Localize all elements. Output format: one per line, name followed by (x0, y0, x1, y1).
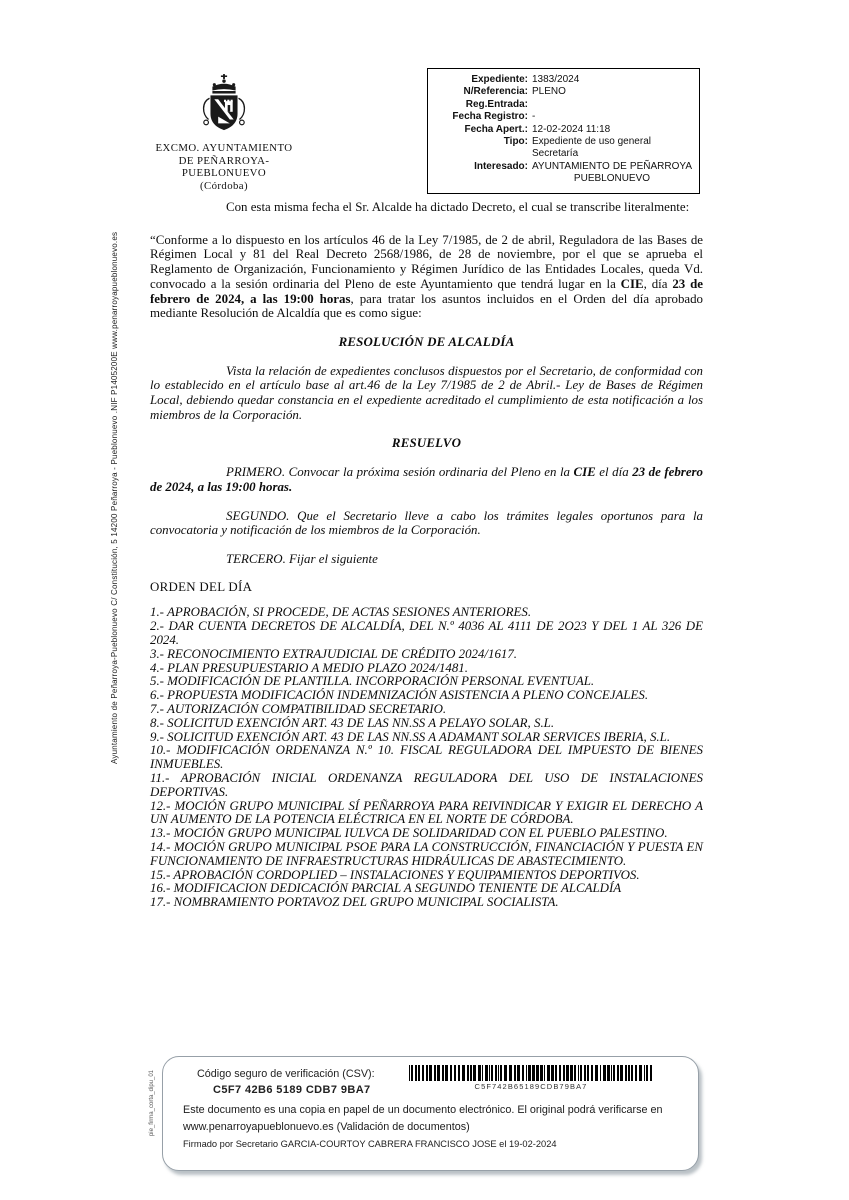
field-value: 12-02-2024 11:18 (532, 123, 611, 135)
orden-del-dia-item: 2.- DAR CUENTA DECRETOS DE ALCALDÍA, DEL N.º 4036 AL 4111 DE 2O23 Y DEL 1 AL 326 DE 2024. (150, 619, 703, 647)
field-label: Fecha Apert.: (464, 123, 528, 135)
coat-of-arms-icon (195, 74, 253, 138)
field-label: Reg.Entrada: (465, 98, 528, 110)
field-value: Expediente de uso general Secretaría (532, 136, 651, 160)
barcode (382, 1065, 680, 1081)
field-label: Fecha Registro: (452, 111, 528, 123)
interesado-row (433, 161, 692, 186)
orden-del-dia-item: 1.- APROBACIÓN, SI PROCEDE, DE ACTAS SESIONES ANTERIORES. (150, 605, 532, 620)
expediente-info-box (427, 68, 700, 194)
orden-del-dia-item: 12.- MOCIÓN GRUPO MUNICIPAL SÍ PEÑARROYA PARA REIVINDICAR Y EXIGIR EL DERECHO A UN AUMENTO DE LA POTENCIA ELÉCTRICA EN EL NORTE DE CÓRDOBA. (150, 798, 703, 827)
barcode-number: C5F742B65189CDB79BA7 (474, 1082, 588, 1091)
orden-del-dia-item: 13.- MOCIÓN GRUPO MUNICIPAL IULVCA DE SOLIDARIDAD CON EL PUEBLO PALESTINO. (150, 826, 668, 841)
orden-del-dia-item: 6.- PROPUESTA MODIFICACIÓN INDEMNIZACIÓN ASISTENCIA A PLENO CONCEJALES. (150, 688, 649, 703)
orden-del-dia-item: 14.- MOCIÓN GRUPO MUNICIPAL PSOE PARA LA CONSTRUCCIÓN, FINANCIACIÓN Y PUESTA EN FUNCIONAMIENTO DE INFRAESTRUCTURAS HIDRÁULICAS DE ABASTECIMIENTO. (150, 839, 703, 868)
field-value: PLENO (532, 86, 566, 98)
orden-del-dia-item: 7.- AUTORIZACIÓN COMPATIBILIDAD SECRETARIO. (150, 701, 447, 716)
field-label: Expediente: (471, 74, 528, 85)
orden-del-dia-item: 15.- APROBACIÓN CORDOPLIED – INSTALACIONES Y EQUIPAMIENTOS DEPORTIVOS. (150, 867, 640, 882)
text-segment: “Conforme a lo dispuesto en los artículos 46 de la Ley 7/1985, de 2 de abril, Reguladora de las Bases de Régimen Local y 81 del Real Decreto 2568/1986, de 28 de noviembre, por el que se aprueba el Reglamento de Organización, Funcionamiento y Régimen Jurídico de las Entidades Locales, queda Vd. convocado a la sesión ordinaria del Pleno de este Ayuntamiento que tendrá lugar en la (150, 232, 703, 291)
municipal-logo (138, 74, 310, 192)
orden-del-dia-item: 5.- MODIFICACIÓN DE PLANTILLA. INCORPORACIÓN PERSONAL EVENTUAL. (150, 674, 595, 689)
field-label: N/Referencia: (463, 86, 528, 98)
csv-verification-box (162, 1056, 699, 1171)
field-value: AYUNTAMIENTO DE PEÑARROYA PUEBLONUEVO (532, 160, 692, 185)
orden-del-dia-list (150, 606, 703, 910)
orden-del-dia-item: 10.- MODIFICACIÓN ORDENANZA N.º 10. FISCAL REGULADORA DEL IMPUESTO DE BIENES INMUEBLES. (150, 743, 703, 772)
text-segment: , día (643, 276, 673, 291)
text-segment: PRIMERO. Convocar la próxima sesión ordinaria del Pleno en la (226, 465, 574, 480)
field-value: - (532, 111, 536, 123)
reg-entrada-row (433, 99, 692, 111)
orden-del-dia-item: 17.- NOMBRAMIENTO PORTAVOZ DEL GRUPO MUNICIPAL SOCIALISTA. (150, 895, 559, 910)
orden-del-dia-heading: ORDEN DEL DÍA (150, 579, 253, 594)
resolucion-heading: RESOLUCIÓN DE ALCALDÍA (338, 334, 515, 349)
org-name-line1: EXCMO. AYUNTAMIENTO (155, 142, 293, 154)
field-label: Interesado: (474, 160, 528, 172)
orden-del-dia-item: 8.- SOLICITUD EXENCIÓN ART. 43 DE LAS NN.SS A PELAYO SOLAR, S.L. (150, 715, 555, 730)
text-segment: el día (595, 465, 633, 480)
tercero-paragraph: TERCERO. Fijar el siguiente (226, 551, 378, 566)
field-value (532, 99, 692, 111)
signature-line: Firmado por Secretario GARCIA-COURTOY CABRERA FRANCISCO JOSE el 19-02-2024 (183, 1139, 557, 1149)
tipo-row (433, 136, 692, 161)
orden-del-dia-item: 16.- MODIFICACION DEDICACIÓN PARCIAL A SEGUNDO TENIENTE DE ALCALDÍA (150, 881, 622, 896)
vertical-address-text: Ayuntamiento de Peñarroya-Pueblonuevo C/ Constitución, 5 14200 Peñarroya - Pueblonuevo .NIF P1405200E www.penarroyapueblonuevo.es (110, 231, 119, 764)
document-body (150, 200, 703, 910)
orden-del-dia-item: 3.- RECONOCIMIENTO EXTRAJUDICIAL DE CRÉDITO 2024/1617. (150, 646, 518, 661)
text-segment: , para tratar los asuntos incluidos en el Orden del día aprobado mediante Resolución de Alcaldía que es como sigue: (150, 291, 704, 321)
orden-del-dia-item: 11.- APROBACIÓN INICIAL ORDENANZA REGULADORA DEL USO DE INSTALACIONES DEPORTIVAS. (150, 770, 703, 799)
org-province: (Córdoba) (200, 179, 248, 192)
orden-del-dia-item: 9.- SOLICITUD EXENCIÓN ART. 43 DE LAS NN.SS A ADAMANT SOLAR SERVICES IBERIA, S.L. (150, 729, 671, 744)
referencia-row (433, 86, 692, 98)
segundo-paragraph: SEGUNDO. Que el Secretario lleve a cabo los trámites legales oportunos para la convocatoria y notificación de los miembros de la Corporación. (150, 508, 703, 538)
fecha-apertura-row (433, 124, 692, 136)
verification-text: Este documento es una copia en papel de un documento electrónico. El original podrá verificarse en www.penarroyapueblonuevo.es (Validación de documentos) (183, 1104, 663, 1133)
primero-paragraph (150, 465, 703, 494)
resuelvo-heading: RESUELVO (391, 436, 462, 451)
text-segment: CIE (573, 465, 596, 480)
text-segment: 23 de febrero de 2024, a las 19:00 horas. (150, 465, 703, 494)
csv-label: Código seguro de verificación (CSV): (197, 1068, 375, 1080)
intro-paragraph: Con esta misma fecha el Sr. Alcalde ha dictado Decreto, el cual se transcribe literalmente: (226, 200, 690, 214)
csv-code: C5F7 42B6 5189 CDB7 9BA7 (213, 1084, 371, 1096)
orden-del-dia-item: 4.- PLAN PRESUPUESTARIO A MEDIO PLAZO 2024/1481. (150, 660, 468, 675)
footer-template-code: pie_firma_corta_dipu_01 (149, 1069, 155, 1137)
expediente-row (433, 74, 692, 86)
convocatoria-paragraph (150, 233, 703, 321)
vista-paragraph: Vista la relación de expedientes conclusos dispuestos por el Secretario, de conformidad con lo establecido en el artículo base al art.46 de la Ley 7/1985 de 2 de Abril.- Ley de Bases de Régimen Local, debiendo quedar constancia en el expediente acreditado el cumplimiento de esta notificación a los miembros de la Corporación. (150, 363, 703, 422)
fecha-registro-row (433, 111, 692, 123)
field-value: 1383/2024 (532, 74, 580, 85)
org-name-line2: DE PEÑARROYA-PUEBLONUEVO (178, 154, 270, 180)
field-label: Tipo: (503, 136, 528, 148)
text-segment: CIE (620, 276, 644, 291)
text-segment: 23 de febrero de 2024, a las 19:00 horas (150, 276, 703, 306)
